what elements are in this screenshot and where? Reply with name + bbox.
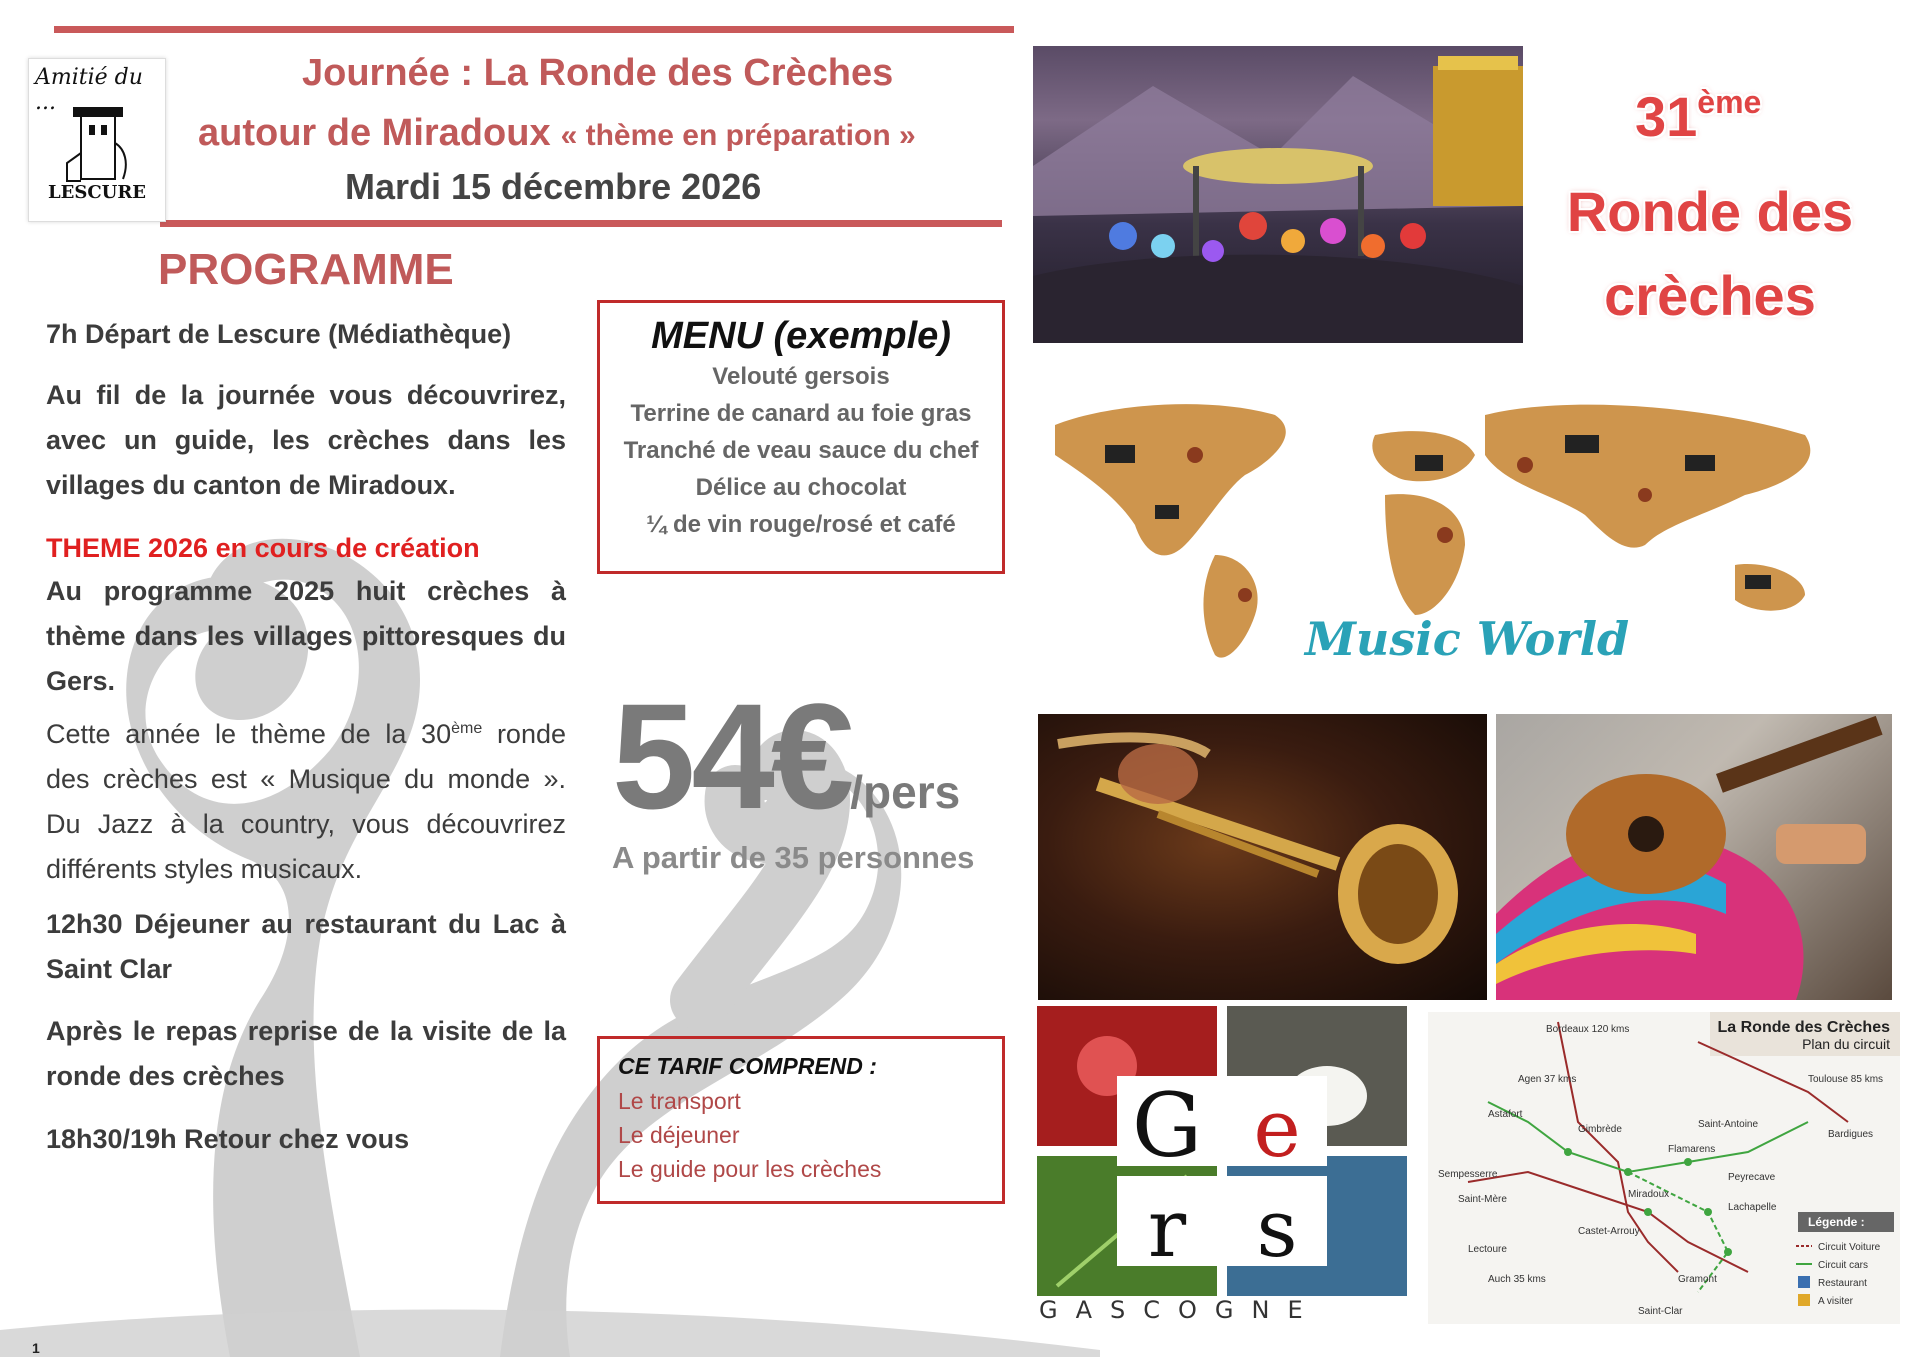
map-place: Peyrecave: [1728, 1172, 1776, 1183]
event-date: Mardi 15 décembre 2026: [345, 166, 762, 207]
tarif-item: Le guide pour les crèches: [618, 1156, 882, 1182]
page-title-line1: Journée : La Ronde des Crèches: [302, 52, 894, 94]
map-place: Gimbrède: [1578, 1124, 1622, 1135]
creche-photo: [1033, 46, 1523, 343]
map-place: Miradoux: [1628, 1189, 1670, 1200]
programme-2025: Au programme 2025 huit crèches à thème dans les villages pittoresques du Gers.: [46, 576, 566, 696]
programme-theme-2026: THEME 2026 en cours de création: [46, 533, 480, 563]
price-amount: 54€: [612, 672, 851, 840]
map-title: La Ronde des Crèches: [1717, 1019, 1890, 1036]
map-place: Agen 37 kms: [1518, 1074, 1577, 1085]
programme-depart: 7h Départ de Lescure (Médiathèque): [46, 319, 512, 349]
tarif-item: Le déjeuner: [618, 1122, 740, 1148]
map-subtitle: Plan du circuit: [1802, 1036, 1890, 1052]
map-legend-item: Circuit cars: [1818, 1260, 1869, 1271]
theme-text-suffix: ronde des crèches est « Musique du monde ». Du Jazz à la country, vous découvrirez différents styles musicaux.: [46, 719, 566, 884]
menu-item: Tranché de veau sauce du chef: [623, 437, 979, 464]
page-title-line2: [198, 112, 916, 155]
map-place: Saint-Mère: [1458, 1194, 1507, 1205]
map-legend-title: Légende :: [1808, 1215, 1865, 1229]
ronde-title-line2: crèches: [1604, 264, 1816, 327]
programme-theme-description: [46, 706, 566, 892]
visit-icon: [1798, 1294, 1810, 1306]
gers-letter-s: s: [1256, 1182, 1298, 1275]
edition-number-value: 31: [1635, 85, 1698, 148]
trumpet-illustration: [1038, 714, 1487, 1000]
menu-item: Velouté gersois: [712, 363, 890, 390]
gers-letter-r: r: [1147, 1182, 1187, 1275]
circuit-map: [1428, 1012, 1900, 1324]
programme-description: Au fil de la journée vous découvrirez, avec un guide, les crèches dans les villages du canton de Miradoux.: [46, 380, 566, 500]
creche-photo-illustration: [1033, 46, 1523, 343]
map-place: Saint-Antoine: [1698, 1119, 1759, 1130]
programme-apres-repas: Après le repas reprise de la visite de la ronde des crèches: [46, 1016, 566, 1091]
gascogne-text: GASCOGNE: [1039, 1296, 1321, 1324]
map-legend-item: Circuit Voiture: [1818, 1242, 1881, 1253]
map-place: Sempesserre: [1438, 1169, 1498, 1180]
map-place: Castet-Arrouy: [1578, 1226, 1640, 1237]
edition-number-sup: ème: [1697, 84, 1762, 120]
tarif-item: Le transport: [618, 1088, 741, 1114]
map-legend-item: A visiter: [1818, 1296, 1854, 1307]
map-place: Bordeaux 120 kms: [1546, 1024, 1630, 1035]
map-place: Lectoure: [1468, 1244, 1507, 1255]
map-place: Saint-Clar: [1638, 1306, 1683, 1317]
title-theme: « thème en préparation »: [560, 119, 916, 152]
tarif-box: [597, 1036, 1005, 1204]
gers-logo-collage: [1037, 1006, 1407, 1324]
price: [612, 670, 960, 843]
programme-retour: 18h30/19h Retour chez vous: [46, 1124, 410, 1154]
trumpet-photo: [1038, 714, 1487, 1000]
theme-text-prefix: Cette année le thème de la 30: [46, 719, 452, 749]
restaurant-icon: [1798, 1276, 1810, 1288]
menu-item: Terrine de canard au foie gras: [630, 400, 972, 427]
map-place: Toulouse 85 kms: [1808, 1074, 1884, 1085]
menu-item: ¼ de vin rouge/rosé et café: [646, 511, 956, 538]
circuit-map-illustration: [1428, 1012, 1900, 1324]
header-bottom-rule: [160, 220, 1002, 227]
price-minimum-group: A partir de 35 personnes: [612, 840, 975, 875]
gers-letter-g: G: [1131, 1074, 1203, 1177]
map-place: Astafort: [1488, 1109, 1523, 1120]
gers-letter-e: e: [1253, 1082, 1301, 1175]
map-legend-item: Restaurant: [1818, 1278, 1867, 1289]
guitar-photo: [1496, 714, 1892, 1000]
map-place: Auch 35 kms: [1488, 1274, 1546, 1285]
ronde-title-line1: Ronde des: [1566, 180, 1854, 243]
menu-title: MENU (exemple): [651, 315, 951, 357]
logo-script-text: Amitié du ...: [35, 65, 143, 115]
title-location: autour de Miradoux: [198, 112, 551, 154]
music-world-text: Music World: [1305, 612, 1630, 666]
programme-dejeuner: 12h30 Déjeuner au restaurant du Lac à Saint Clar: [46, 909, 566, 984]
map-place: Gramont: [1678, 1274, 1717, 1285]
lescure-logo: [28, 58, 166, 222]
map-place: Bardigues: [1828, 1129, 1874, 1140]
ronde-title: [1540, 170, 1880, 338]
gers-collage-illustration: [1037, 1006, 1407, 1324]
music-world-map-illustration: [1045, 395, 1875, 685]
programme-heading: PROGRAMME: [158, 245, 454, 294]
menu-item: Délice au chocolat: [695, 474, 907, 501]
map-place: Flamarens: [1668, 1144, 1716, 1155]
menu-box: [597, 300, 1005, 574]
logo-text: LESCURE: [47, 182, 147, 203]
price-unit: /pers: [850, 766, 961, 818]
music-world-image: [1045, 395, 1875, 685]
page-number: 1: [32, 1340, 40, 1356]
edition-number: [1635, 84, 1761, 149]
tarif-title: CE TARIF COMPREND :: [618, 1053, 877, 1079]
logo-tower-illustration: [63, 103, 133, 183]
theme-text-sup: ème: [451, 720, 483, 737]
header-top-rule: [54, 26, 1014, 33]
map-place: Lachapelle: [1728, 1202, 1777, 1213]
guitar-illustration: [1496, 714, 1892, 1000]
